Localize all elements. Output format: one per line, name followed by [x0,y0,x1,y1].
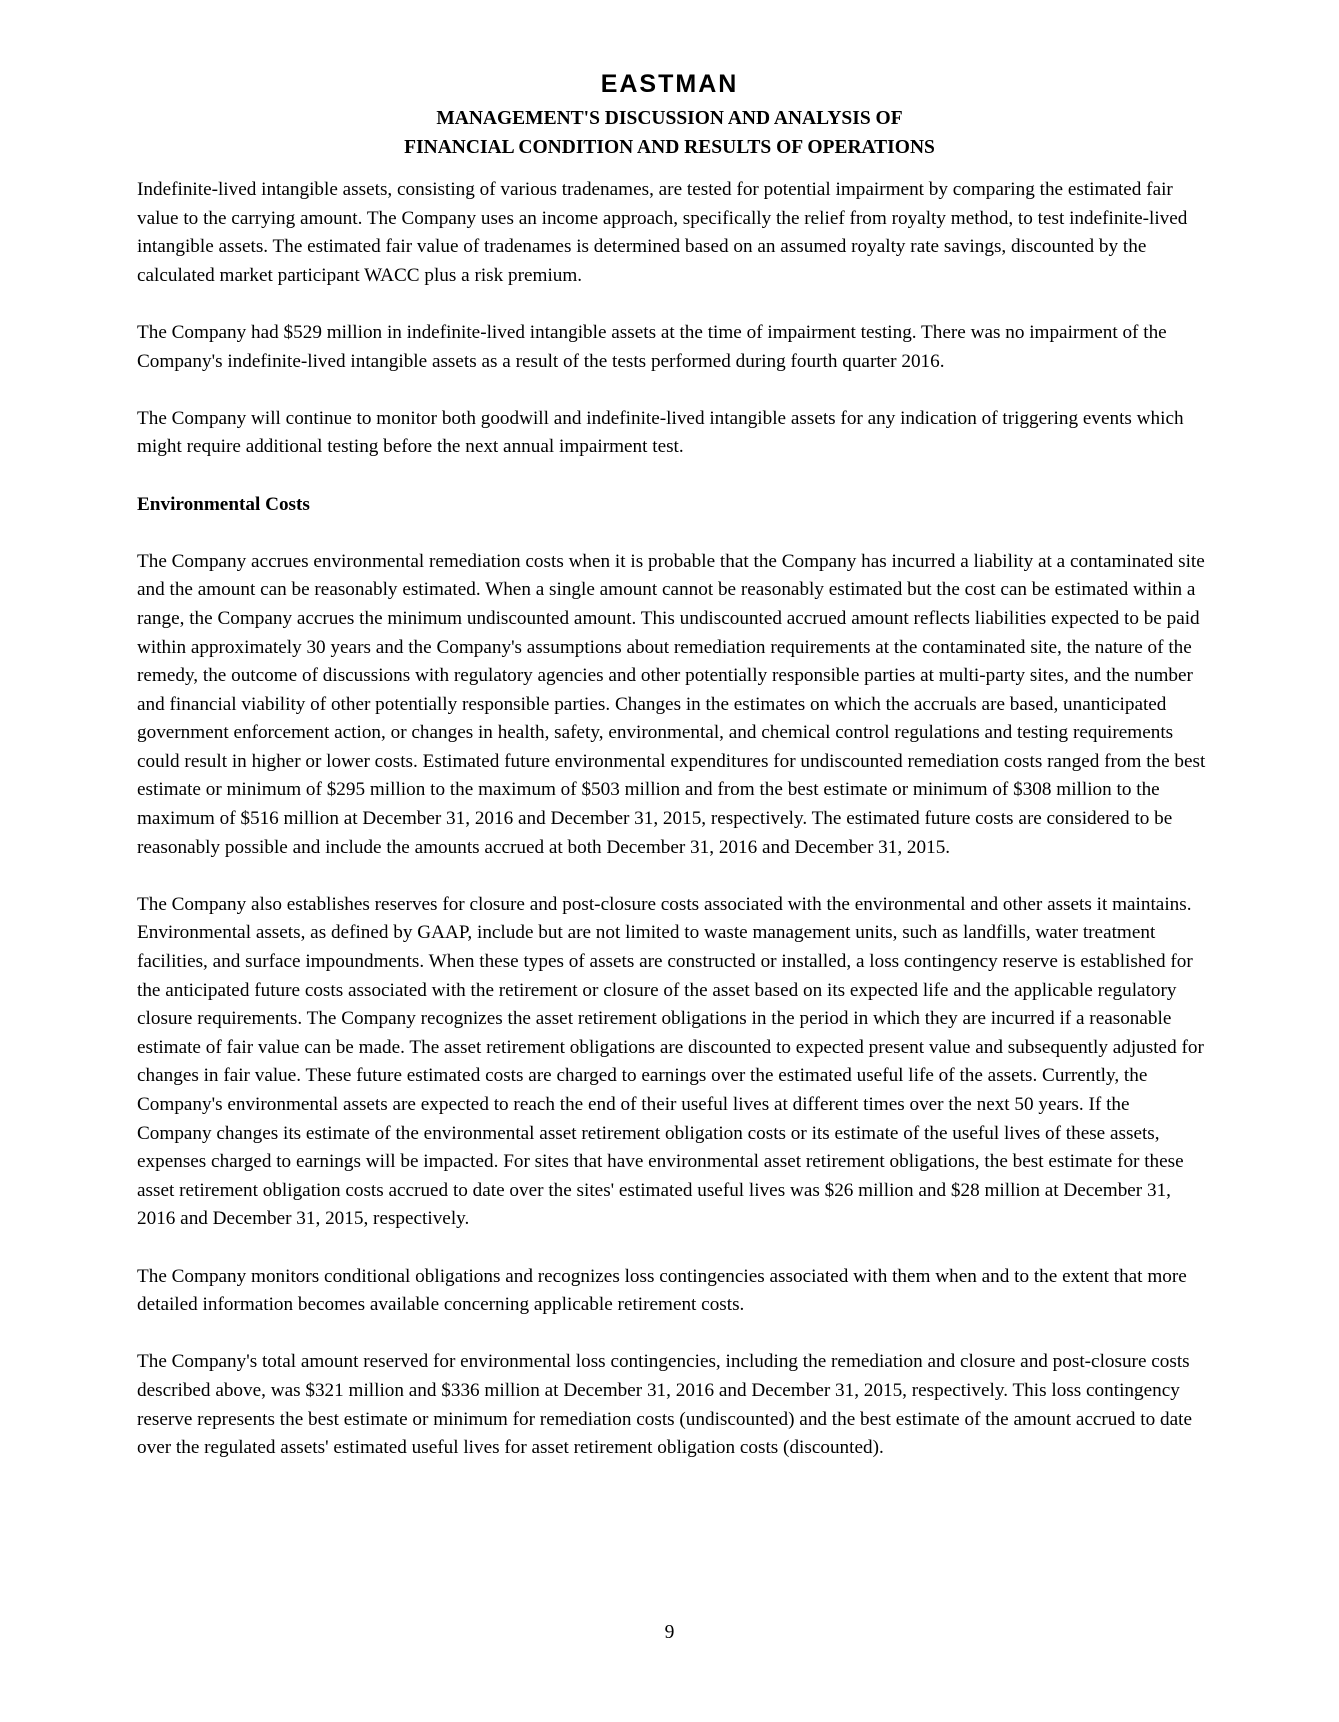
header-title-line-1: MANAGEMENT'S DISCUSSION AND ANALYSIS OF [436,108,903,129]
paragraph-closure-reserves: The Company also establishes reserves for closure and post-closure costs associated with the environmental and other assets it maintains. Environmental assets, as defined by GAAP, include but are not limited to waste management units, such as landfills, water treatment facilities, and surface impoundments. When these types of assets are constructed or installed, a loss contingency reserve is established for the anticipated future costs associated with the retirement or closure of the asset based on its expected life and the applicable regulatory closure requirements. The Company recognizes the asset retirement obligations in the period in which they are incurred if a reasonable estimate of fair value can be made. The asset retirement obligations are discounted to expected present value and subsequently adjusted for changes in fair value. These future estimated costs are charged to earnings over the estimated useful life of the assets. Currently, the Company's environmental assets are expected to reach the end of their useful lives at different times over the next 50 years. If the Company changes its estimate of the environmental asset retirement obligation costs or its estimate of the useful lives of these assets, expenses charged to earnings will be impacted. For sites that have environmental asset retirement obligations, the best estimate for these asset retirement obligation costs accrued to date over the sites' estimated useful lives was $26 million and $28 million at December 31, 2016 and December 31, 2015, respectively. [137,893,1204,1230]
paragraph-total-reserve: The Company's total amount reserved for environmental loss contingencies, including the remediation and closure and post-closure costs described above, was $321 million and $336 million at December 31, 2016 and December 31, 2015, respectively. This loss contingency reserve represents the best estimate or minimum for remediation costs (undiscounted) and the best estimate of the amount accrued to date over the regulated assets' estimated useful lives for asset retirement obligation costs (discounted). [137,1351,1192,1459]
paragraph-impairment-result: The Company had $529 million in indefinite-lived intangible assets at the time of impairment testing. There was no impairment of the Company's indefinite-lived intangible assets as a result of the tests performed during fourth quarter 2016. [137,321,1167,372]
company-logo: EASTMAN [600,70,739,98]
paragraph-remediation-costs: The Company accrues environmental remediation costs when it is probable that the Company has incurred a liability at a contaminated site and the amount can be reasonably estimated. When a single amount cannot be reasonably estimated but the cost can be estimated within a range, the Company accrues the minimum undiscounted amount. This undiscounted accrued amount reflects liabilities expected to be paid within approximately 30 years and the Company's assumptions about remediation requirements at the contaminated site, the nature of the remedy, the outcome of discussions with regulatory agencies and other potentially responsible parties at multi-party sites, and the number and financial viability of other potentially responsible parties. Changes in the estimates on which the accruals are based, unanticipated government enforcement action, or changes in health, safety, environmental, and chemical control regulations and testing requirements could result in higher or lower costs. Estimated future environmental expenditures for undiscounted remediation costs ranged from the best estimate or minimum of $295 million to the maximum of $503 million and from the best estimate or minimum of $308 million to the maximum of $516 million at December 31, 2016 and December 31, 2015, respectively. The estimated future costs are considered to be reasonably possible and include the amounts accrued at both December 31, 2016 and December 31, 2015. [137,550,1206,858]
paragraph-indefinite-lived-assets: Indefinite-lived intangible assets, consisting of various tradenames, are tested for potential impairment by comparing the estimated fair value to the carrying amount. The Company uses an income approach, specifically the relief from royalty method, to test indefinite-lived intangible assets. The estimated fair value of tradenames is determined based on an assumed royalty rate savings, discounted by the calculated market participant WACC plus a risk premium. [137,179,1188,286]
paragraph-monitoring: The Company will continue to monitor both goodwill and indefinite-lived intangible assets for any indication of triggering events which might require additional testing before the next annual impairment test. [137,407,1184,458]
section-heading-environmental-costs: Environmental Costs [137,493,310,515]
header-title-line-2: FINANCIAL CONDITION AND RESULTS OF OPERATIONS [404,137,935,158]
page-number: 9 [664,1622,675,1643]
document-body [137,176,1207,1491]
paragraph-conditional-obligations: The Company monitors conditional obligations and recognizes loss contingencies associated with them when and to the extent that more detailed information becomes available concerning applicable retirement costs. [137,1265,1187,1316]
